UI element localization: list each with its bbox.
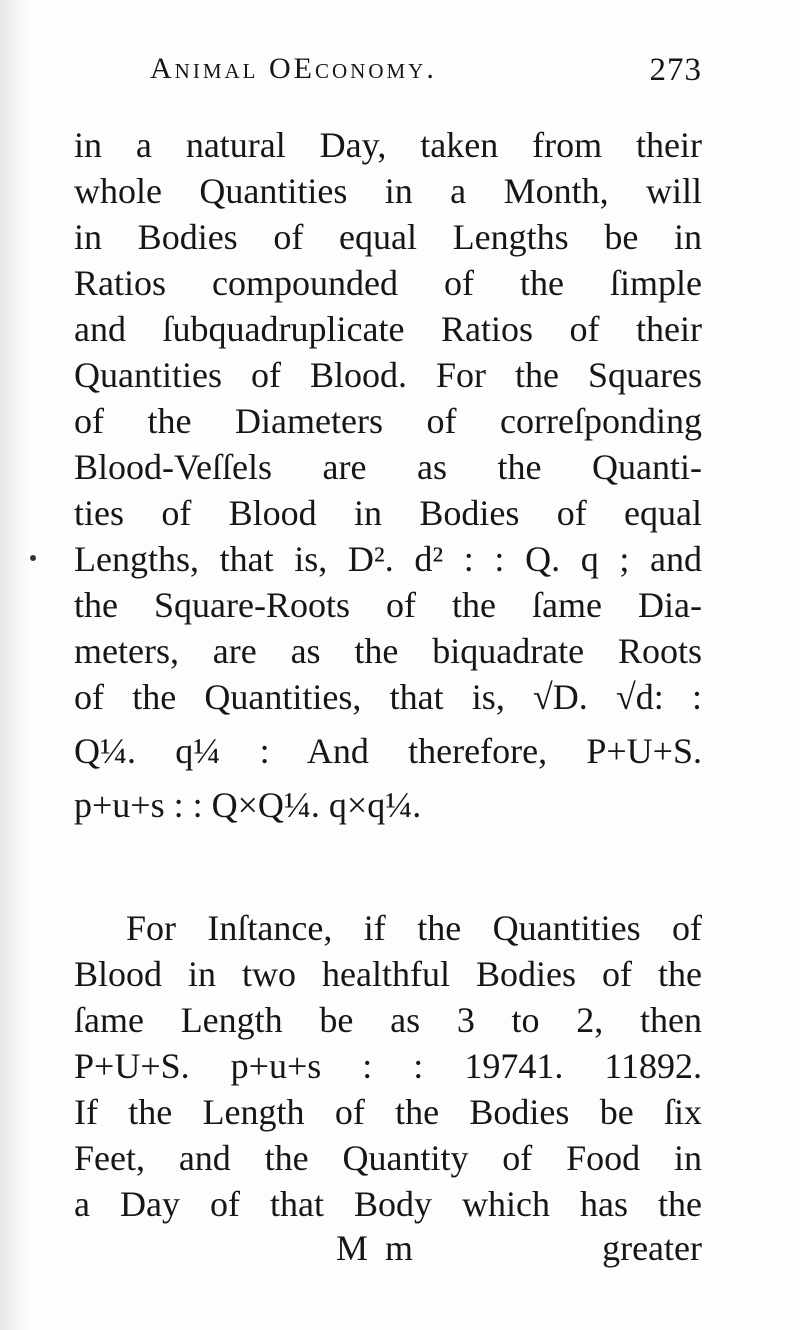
text-line: Q¼. q¼ : And therefore, P+U+S. bbox=[74, 731, 702, 771]
text-line: of the Diameters of correſponding bbox=[74, 401, 702, 441]
paragraph-2 bbox=[74, 905, 702, 1227]
text-line: For Inſtance, if the Quantities of bbox=[126, 908, 702, 948]
text-line: Blood-Veſſels are as the Quanti- bbox=[74, 447, 702, 487]
text-line: in Bodies of equal Lengths be in bbox=[74, 217, 702, 257]
text-line: ſame Length be as 3 to 2, then bbox=[74, 1000, 702, 1040]
text-line: Feet, and the Quantity of Food in bbox=[74, 1138, 702, 1178]
page-number: 273 bbox=[649, 52, 702, 88]
text-line: Quantities of Blood. For the Squares bbox=[74, 355, 702, 395]
text-line: and ſubquadruplicate Ratios of their bbox=[74, 309, 702, 349]
text-line: Blood in two healthful Bodies of the bbox=[74, 954, 702, 994]
page-gutter-shadow bbox=[0, 0, 26, 1330]
text-line: p+u+s : : Q×Q¼. q×q¼. bbox=[74, 785, 422, 825]
text-line: a Day of that Body which has the bbox=[74, 1184, 702, 1224]
text-line: Lengths, that is, D². d² : : Q. q ; and bbox=[74, 539, 702, 579]
text-line: P+U+S. p+u+s : : 19741. 11892. bbox=[74, 1046, 702, 1086]
paragraph-1 bbox=[74, 122, 702, 828]
page-footer bbox=[74, 1227, 702, 1273]
text-line: in a natural Day, taken from their bbox=[74, 125, 702, 165]
text-line: whole Quantities in a Month, will bbox=[74, 171, 702, 211]
text-line: of the Quantities, that is, √D. √d: : bbox=[74, 677, 702, 717]
text-line: ties of Blood in Bodies of equal bbox=[74, 493, 702, 533]
catchword: greater bbox=[602, 1228, 702, 1268]
running-head: Animal OEconomy. bbox=[150, 52, 437, 85]
text-line: Ratios compounded of the ſimple bbox=[74, 263, 702, 303]
text-line: the Square-Roots of the ſame Dia- bbox=[74, 585, 702, 625]
page-header bbox=[150, 48, 710, 98]
signature-mark: M m bbox=[336, 1228, 418, 1268]
text-line: meters, are as the biquadrate Roots bbox=[74, 631, 702, 671]
margin-mark bbox=[30, 555, 36, 561]
text-line: If the Length of the Bodies be ſix bbox=[74, 1092, 702, 1132]
